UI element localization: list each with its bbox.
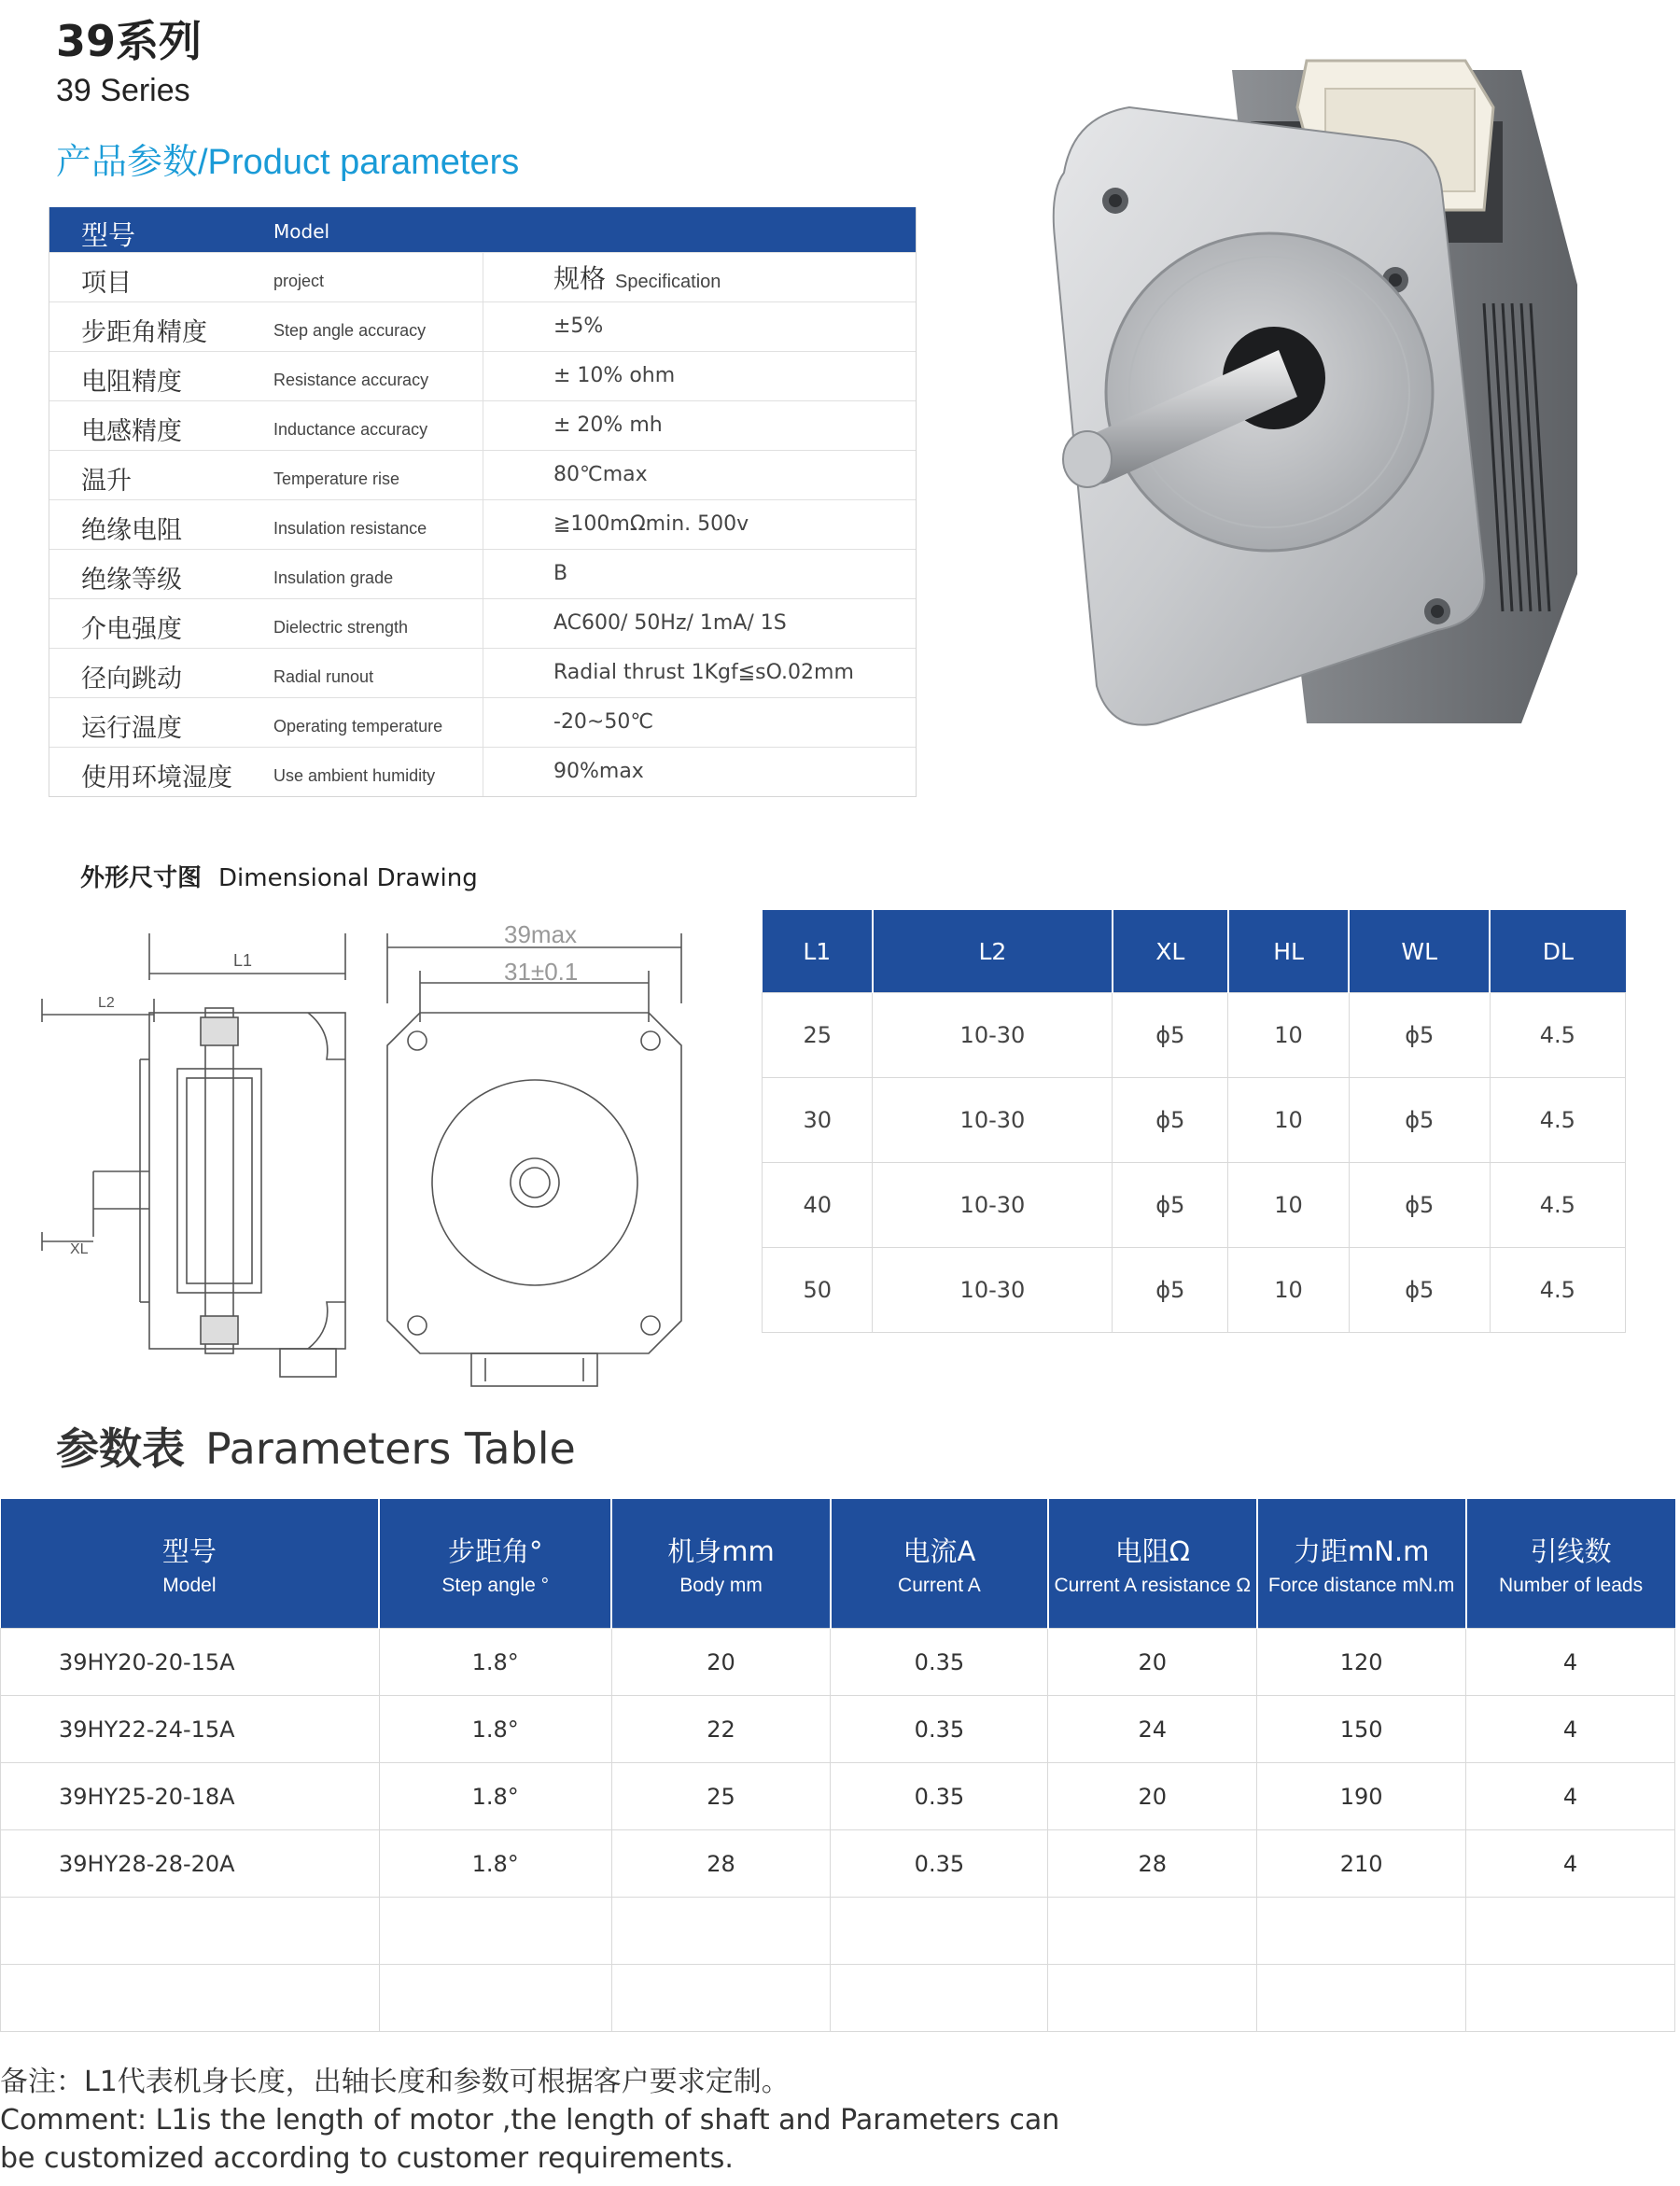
parameter-cell: 1.8°	[379, 1763, 611, 1830]
dimension-cell: 40	[763, 1163, 873, 1248]
table-row	[1, 1830, 1675, 1898]
column-header-cn: 电阻Ω	[1114, 1534, 1190, 1567]
drawing-label-l2: L2	[98, 995, 115, 1011]
table-row	[763, 993, 1626, 1078]
product-parameter-row	[49, 252, 916, 301]
parameter-name-en: project	[273, 272, 325, 290]
dimension-cell: ϕ5	[1113, 1163, 1228, 1248]
comment-note-cn: 备注：L1代表机身长度，出轴长度和参数可根据客户要求定制。	[0, 2066, 790, 2098]
model-cell: 39HY28-28-20A	[1, 1830, 380, 1898]
parameter-value: -20~50℃	[553, 710, 654, 734]
parameter-name-en: Dielectric strength	[273, 618, 409, 637]
dimension-cell: ϕ5	[1349, 1248, 1490, 1333]
dimension-cell: 10	[1228, 1163, 1350, 1248]
parameter-name-en: Operating temperature	[273, 717, 443, 736]
drawing-label-tolerance: 31±0.1	[504, 958, 579, 986]
parameter-name-cn: 介电强度	[81, 615, 182, 644]
dimension-cell: 4.5	[1490, 1078, 1625, 1163]
parameters-table	[0, 1499, 1675, 2032]
parameter-name-en: Step angle accuracy	[273, 321, 427, 340]
parameter-name-cn: 运行温度	[81, 714, 182, 743]
column-header-en: Body mm	[679, 1574, 763, 1596]
dimensional-drawing-label-en: Dimensional Drawing	[218, 864, 478, 892]
product-parameter-row	[49, 648, 916, 697]
dimension-cell: 10	[1228, 993, 1350, 1078]
parameter-cell: 120	[1257, 1629, 1466, 1696]
dimension-column-header: L1	[763, 910, 873, 993]
parameter-column-header	[1466, 1499, 1675, 1629]
parameter-column-header	[1048, 1499, 1257, 1629]
dimension-cell: 10	[1228, 1078, 1350, 1163]
parameter-cell	[1257, 1898, 1466, 1965]
table-row	[1, 1696, 1675, 1763]
table-row	[1, 1965, 1675, 2032]
parameter-name-en: Inductance accuracy	[273, 420, 428, 439]
column-header-en: Step angle °	[441, 1574, 550, 1596]
table-row	[1, 1898, 1675, 1965]
column-header-cn: 电流A	[903, 1534, 976, 1567]
parameter-cell: 190	[1257, 1763, 1466, 1830]
parameters-table-heading	[56, 1415, 576, 1477]
parameter-value: AC600/ 50Hz/ 1mA/ 1S	[553, 611, 787, 635]
parameter-cell: 28	[1048, 1830, 1257, 1898]
dimension-column-header: WL	[1349, 910, 1490, 993]
parameter-name-en: Radial runout	[273, 667, 374, 686]
dimensional-drawing-label	[80, 859, 478, 893]
dimension-cell: 25	[763, 993, 873, 1078]
dimension-cell: 50	[763, 1248, 873, 1333]
parameter-cell: 20	[1048, 1763, 1257, 1830]
parameter-name-cn: 电感精度	[81, 417, 182, 446]
table-row	[763, 1163, 1626, 1248]
model-cell: 39HY25-20-18A	[1, 1763, 380, 1830]
parameter-value: 80℃max	[553, 463, 648, 486]
table-row	[763, 1248, 1626, 1333]
parameter-cell: 0.35	[831, 1830, 1048, 1898]
model-cell	[1, 1965, 380, 2032]
parameter-name-cn: 项目	[81, 269, 132, 298]
drawing-label-l1: L1	[233, 951, 253, 970]
drawing-label-39max: 39max	[504, 920, 578, 948]
page-title-cn: 39系列	[56, 16, 203, 66]
parameter-name-cn: 温升	[81, 467, 132, 496]
parameter-cell: 4	[1466, 1696, 1675, 1763]
dimensional-drawing-label-cn: 外形尺寸图	[80, 864, 203, 892]
parameter-cell	[1466, 1965, 1675, 2032]
product-parameters-table	[49, 207, 917, 797]
specification-label-cn: 规格	[553, 263, 607, 294]
model-cell	[1, 1898, 380, 1965]
parameter-value: B	[553, 562, 568, 585]
parameter-cell: 210	[1257, 1830, 1466, 1898]
product-parameter-row	[49, 697, 916, 747]
parameter-column-header	[831, 1499, 1048, 1629]
dimension-cell: 10	[1228, 1248, 1350, 1333]
parameter-value: ±5%	[553, 315, 604, 338]
parameters-heading-cn: 参数表	[56, 1423, 185, 1474]
column-header-cn: 力距mN.m	[1293, 1534, 1430, 1567]
parameter-value	[553, 259, 721, 296]
parameter-cell: 1.8°	[379, 1696, 611, 1763]
parameter-value: 90%max	[553, 760, 644, 783]
dimension-cell: 4.5	[1490, 1163, 1625, 1248]
dimension-table	[762, 910, 1626, 1333]
parameter-name-en: Temperature rise	[273, 469, 400, 488]
table-row	[763, 1078, 1626, 1163]
model-cell: 39HY22-24-15A	[1, 1696, 380, 1763]
parameter-cell	[1048, 1898, 1257, 1965]
specification-label-en: Specification	[615, 272, 721, 292]
dimension-cell: 10-30	[873, 1163, 1113, 1248]
dimension-cell: ϕ5	[1349, 1163, 1490, 1248]
parameter-column-header	[379, 1499, 611, 1629]
parameter-cell: 20	[1048, 1629, 1257, 1696]
comment-note-en-line2: be customized according to customer requirements.	[0, 2142, 734, 2175]
parameter-value: Radial thrust 1Kgf≦sO.02mm	[553, 661, 854, 684]
dimension-cell: ϕ5	[1113, 1078, 1228, 1163]
parameter-name-en: Insulation grade	[273, 568, 394, 587]
parameter-cell	[1466, 1898, 1675, 1965]
column-header-cn: 机身mm	[667, 1534, 775, 1567]
header-model-cn: 型号	[81, 219, 136, 251]
dimension-cell: 10-30	[873, 993, 1113, 1078]
parameter-name-en: Resistance accuracy	[273, 371, 429, 389]
product-parameters-header	[49, 207, 916, 252]
product-parameter-row	[49, 499, 916, 549]
parameter-name-cn: 电阻精度	[81, 368, 182, 397]
dimension-cell: ϕ5	[1113, 1248, 1228, 1333]
dimension-cell: 4.5	[1490, 1248, 1625, 1333]
comment-note	[0, 2063, 1059, 2178]
parameter-cell	[831, 1965, 1048, 2032]
parameter-cell: 1.8°	[379, 1629, 611, 1696]
stepper-motor-photo	[999, 51, 1615, 761]
dimension-column-header: DL	[1490, 910, 1625, 993]
parameter-name-cn: 使用环境湿度	[81, 764, 232, 792]
column-header-en: Current A	[898, 1574, 981, 1596]
parameter-cell: 20	[611, 1629, 831, 1696]
parameter-cell: 28	[611, 1830, 831, 1898]
column-header-en: Model	[162, 1574, 217, 1596]
dimension-cell: ϕ5	[1349, 993, 1490, 1078]
parameter-value: ≧100mΩmin. 500v	[553, 512, 749, 536]
dimension-cell: 30	[763, 1078, 873, 1163]
product-parameter-row	[49, 301, 916, 351]
model-cell: 39HY20-20-15A	[1, 1629, 380, 1696]
section-title: 产品参数/Product parameters	[56, 143, 520, 182]
product-parameter-row	[49, 549, 916, 598]
dimension-column-header: HL	[1228, 910, 1350, 993]
product-parameter-row	[49, 351, 916, 400]
parameter-cell: 4	[1466, 1763, 1675, 1830]
column-header-cn: 引线数	[1530, 1534, 1612, 1567]
table-row	[1, 1629, 1675, 1696]
dimension-cell: ϕ5	[1349, 1078, 1490, 1163]
parameter-cell: 22	[611, 1696, 831, 1763]
column-header-en: Number of leads	[1499, 1574, 1644, 1596]
column-header-cn: 型号	[161, 1534, 217, 1567]
dimension-column-header: L2	[873, 910, 1113, 993]
parameter-cell	[379, 1965, 611, 2032]
parameter-value: ± 20% mh	[553, 413, 663, 437]
column-header-cn: 步距角°	[447, 1534, 543, 1567]
dimension-cell: 10-30	[873, 1078, 1113, 1163]
header-model-en: Model	[273, 220, 330, 243]
dimension-cell: ϕ5	[1113, 993, 1228, 1078]
parameter-cell: 0.35	[831, 1763, 1048, 1830]
table-row	[1, 1763, 1675, 1830]
parameter-cell	[1257, 1965, 1466, 2032]
column-header-en: Force distance mN.m	[1267, 1574, 1455, 1596]
parameter-name-cn: 绝缘等级	[81, 566, 182, 595]
parameter-name-en: Use ambient humidity	[273, 766, 436, 785]
parameter-cell: 0.35	[831, 1629, 1048, 1696]
parameter-cell: 150	[1257, 1696, 1466, 1763]
dimensional-drawing	[28, 910, 737, 1395]
parameter-column-header	[1, 1499, 380, 1629]
parameter-cell: 1.8°	[379, 1830, 611, 1898]
parameter-name-cn: 径向跳动	[81, 665, 182, 694]
product-parameter-row	[49, 450, 916, 499]
page-title-en: 39 Series	[56, 73, 190, 108]
comment-note-en-line1: Comment: L1is the length of motor ,the length of shaft and Parameters can	[0, 2104, 1060, 2137]
product-parameter-row	[49, 747, 916, 796]
dimension-cell: 10-30	[873, 1248, 1113, 1333]
parameter-column-header	[1257, 1499, 1466, 1629]
parameter-cell	[611, 1898, 831, 1965]
parameter-cell: 4	[1466, 1629, 1675, 1696]
parameter-cell	[611, 1965, 831, 2032]
product-parameter-row	[49, 400, 916, 450]
parameter-cell: 0.35	[831, 1696, 1048, 1763]
product-parameter-row	[49, 598, 916, 648]
parameter-name-en: Insulation resistance	[273, 519, 427, 538]
parameter-name-cn: 步距角精度	[81, 318, 207, 347]
parameter-cell	[1048, 1965, 1257, 2032]
parameter-cell	[831, 1898, 1048, 1965]
parameter-cell	[379, 1898, 611, 1965]
parameter-value: ± 10% ohm	[553, 364, 676, 387]
parameter-cell: 25	[611, 1763, 831, 1830]
column-header-en: Current A resistance Ω	[1054, 1574, 1252, 1596]
dimension-column-header: XL	[1113, 910, 1228, 993]
dimension-cell: 4.5	[1490, 993, 1625, 1078]
drawing-label-xl: XL	[70, 1241, 89, 1257]
parameter-column-header	[611, 1499, 831, 1629]
parameter-cell: 24	[1048, 1696, 1257, 1763]
parameters-heading-en: Parameters Table	[205, 1423, 576, 1474]
parameter-name-cn: 绝缘电阻	[81, 516, 182, 545]
parameter-cell: 4	[1466, 1830, 1675, 1898]
